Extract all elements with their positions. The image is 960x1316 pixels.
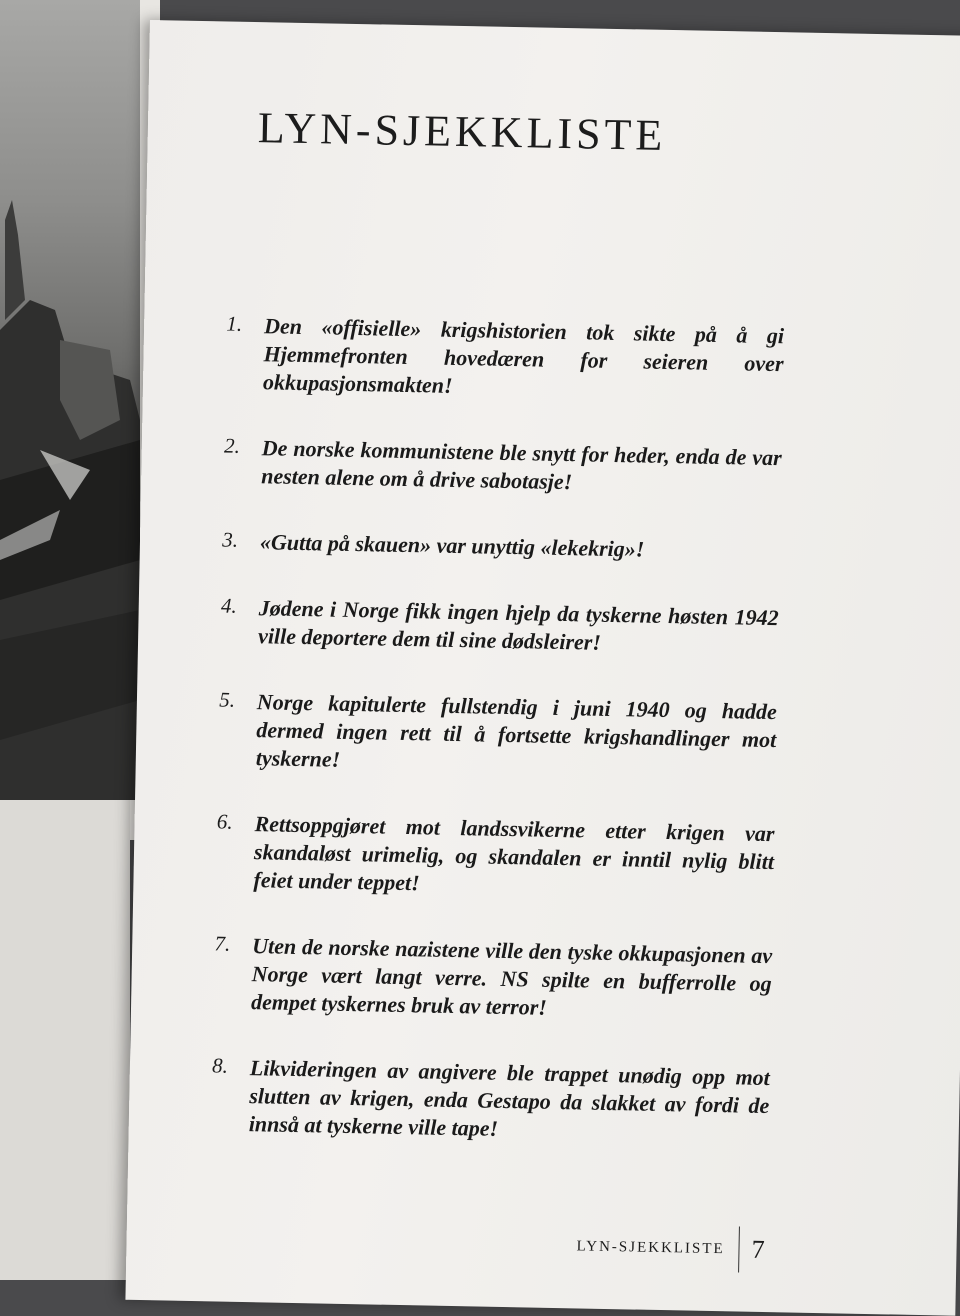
list-item [171, 931, 773, 1027]
item-number: 3. [222, 527, 239, 552]
item-text: Likvideringen av angivere ble trappet unødig opp mot slutten av krigen, enda Gestapo da slakket av fordi de innså at tyskerne ville tape! [248, 1055, 771, 1141]
list-item [169, 1053, 771, 1149]
list-item [176, 687, 778, 783]
item-number: 7. [214, 931, 231, 956]
list-item [180, 527, 780, 567]
book-page [125, 20, 960, 1316]
page-number: 7 [751, 1234, 765, 1265]
item-text: Rettsoppgjøret mot landssvikerne etter krigen var skandaløst urimelig, og skandalen er inntil nylig blitt feiet under teppet! [253, 811, 775, 896]
page-title: LYN-SJEKKLISTE [257, 103, 667, 160]
item-number: 4. [220, 593, 238, 618]
list-item [183, 311, 785, 407]
item-number: 5. [218, 687, 236, 712]
item-text: Uten de norske nazistene ville den tyske okkupasjonen av Norge vært langt verre. NS spilte en bufferrolle og dempet tyskernes bruk av terror! [250, 933, 773, 1020]
left-page-margin [0, 800, 130, 1280]
item-text: Den «offisielle» krigshistorien tok sikte på å gi Hjemmefronten hovedæren for seieren over okkupasjonsmakten! [262, 313, 785, 398]
item-number: 8. [211, 1053, 229, 1078]
item-number: 1. [226, 311, 243, 336]
page-footer [576, 1223, 765, 1273]
item-number: 2. [223, 433, 241, 458]
list-item [178, 593, 779, 661]
list-item [173, 809, 775, 905]
checklist [168, 311, 784, 1186]
item-text: «Gutta på skauen» var unyttig «lekekrig»! [259, 529, 645, 562]
ship-photo [0, 0, 140, 800]
running-head: LYN-SJEKKLISTE [576, 1237, 725, 1257]
item-text: Jødene i Norge fikk ingen hjelp da tyskerne høsten 1942 ville deportere dem til sine dødsleirer! [257, 595, 779, 655]
item-text: De norske kommunistene ble snytt for heder, enda de var nesten alene om å drive sabotasje! [261, 435, 782, 495]
list-item [181, 433, 782, 501]
item-number: 6. [216, 809, 233, 834]
item-text: Norge kapitulerte fullstendig i juni 1940 og hadde dermed ingen rett til å fortsette krigshandlinger mot tyskerne! [255, 689, 778, 772]
